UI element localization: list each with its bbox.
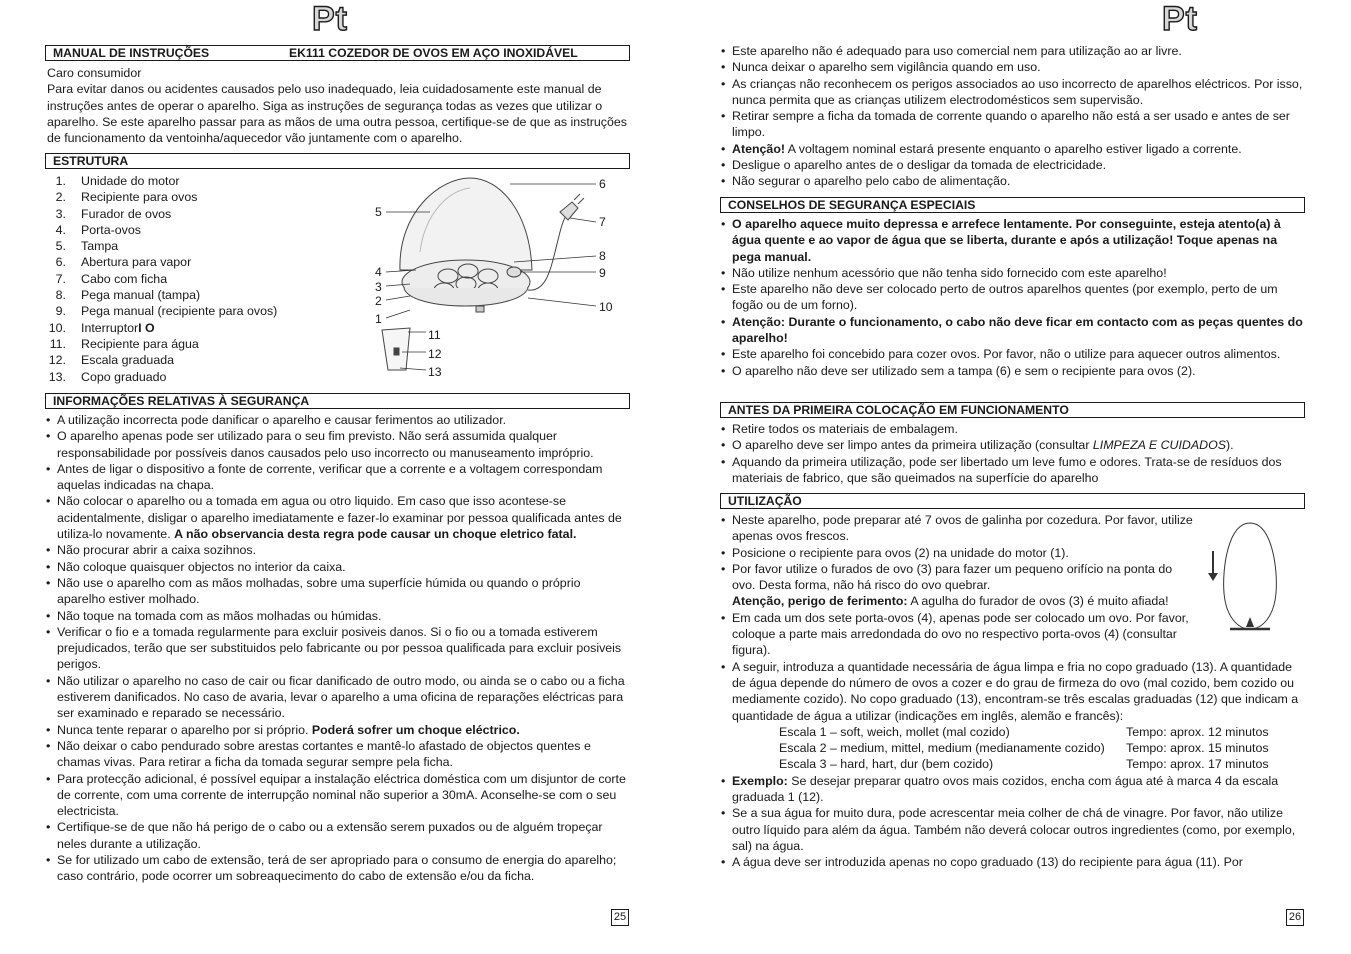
warning-text: A agulha do furador de ovos (3) é muito afiada! bbox=[907, 594, 1169, 609]
list-item bbox=[721, 281, 1306, 314]
scale-time: Tempo: aprox. 17 minutos bbox=[1126, 757, 1269, 772]
item-text: Não utilizar o aparelho no caso de cair ou ficar danificado de outro modo, ou ainda se o cabo ou a ficha estiverem danificados. No caso de avaria, levar o aparelho a uma oficina de reparações eléctricas para ser examinado e reparado se necessário. bbox=[57, 673, 625, 721]
list-item bbox=[45, 287, 345, 303]
section-title: ESTRUTURA bbox=[53, 154, 129, 168]
list-item bbox=[721, 659, 1306, 773]
section-header-first-use bbox=[720, 402, 1305, 418]
list-item bbox=[721, 512, 1194, 545]
list-item bbox=[46, 428, 630, 461]
list-item bbox=[721, 854, 1306, 870]
manual-header bbox=[45, 45, 630, 61]
item-text-tail: ). bbox=[1226, 438, 1234, 453]
first-use-list bbox=[721, 421, 1306, 486]
list-item bbox=[721, 346, 1306, 362]
diagram-label-13: 13 bbox=[428, 365, 442, 379]
list-item bbox=[45, 336, 345, 352]
item-text: A utilização incorrecta pode danificar o aparelho e causar ferimentos ao utilizador. bbox=[57, 413, 507, 427]
item-number: 6. bbox=[55, 255, 66, 270]
list-item bbox=[45, 369, 345, 385]
list-item bbox=[721, 773, 1306, 806]
item-text: Por favor utilize o furados de ovo (3) para fazer um pequeno orifício na ponta do ovo. Desta forma, não há risco do ovo quebrar. bbox=[732, 561, 1173, 593]
intro-text: Para evitar danos ou acidentes causados pelo uso inadequado, leia cuidadosamente este manual de instruções antes de operar o aparelho. Siga as instruções de segurança todas as vezes que utilizar o aparelho. Se este aparelho passar para as mãos de uma outra pessoa, certifique-se de que as instruções de funcionamento da ventoinha/aquecedor vão juntamente com o aparelho. bbox=[47, 82, 627, 146]
item-number: 1. bbox=[55, 174, 66, 188]
item-text: Não use o aparelho com as mãos molhadas, sobre uma superfície húmida ou quando o próprio aparelho estiver molhado. bbox=[57, 575, 581, 607]
item-text: Neste aparelho, pode preparar até 7 ovos de galinha por cozedura. Por favor, utilize apenas ovos frescos. bbox=[732, 513, 1193, 544]
list-item bbox=[721, 421, 1306, 437]
list-item bbox=[45, 271, 345, 287]
list-item bbox=[46, 542, 630, 558]
item-text: O aparelho deve ser limpo antes da primeira utilização (consultar bbox=[732, 438, 1093, 453]
item-text: Não deixar o cabo pendurado sobre arestas cortantes e mantê-lo afastado de objectos quentes e chamas vivas. Para retirar a ficha da tomada segurar sempre pela ficha. bbox=[57, 738, 591, 770]
list-item bbox=[721, 363, 1306, 379]
item-number: 10. bbox=[48, 320, 66, 335]
scale-row bbox=[779, 756, 1306, 772]
section-header-special bbox=[720, 197, 1305, 213]
list-item bbox=[721, 108, 1306, 141]
list-item bbox=[46, 722, 630, 738]
list-item bbox=[721, 59, 1306, 75]
page-number: 26 bbox=[1286, 909, 1304, 926]
list-item bbox=[721, 314, 1306, 347]
item-label: Abertura para vapor bbox=[81, 255, 192, 270]
section-header-usage bbox=[720, 493, 1305, 509]
list-item bbox=[721, 265, 1306, 281]
diagram-label-9: 9 bbox=[599, 266, 606, 280]
list-item bbox=[46, 559, 630, 575]
list-item bbox=[45, 352, 345, 368]
diagram-label-12: 12 bbox=[428, 347, 442, 361]
section-title: CONSELHOS DE SEGURANÇA ESPECIAIS bbox=[728, 198, 976, 212]
item-text-bold: O aparelho aquece muito depressa e arrefece lentamente. Por conseguinte, esteja atento(a) à água quente e ao vapor de água que se liberta, durante e após a utilização! Toque apenas na pega manual. bbox=[732, 217, 1281, 264]
list-item bbox=[46, 624, 630, 673]
list-item bbox=[45, 222, 345, 238]
item-text: Retire todos os materiais de embalagem. bbox=[732, 422, 958, 436]
item-text: Não toque na tomada com as mãos molhadas ou húmidas. bbox=[57, 608, 382, 623]
item-text: Não procurar abrir a caixa sozihnos. bbox=[57, 543, 257, 558]
diagram-label-3: 3 bbox=[375, 280, 382, 294]
list-item bbox=[721, 76, 1306, 109]
item-label: Copo graduado bbox=[81, 369, 167, 384]
list-item bbox=[45, 173, 345, 189]
safety-list bbox=[46, 412, 630, 885]
list-item bbox=[45, 303, 345, 319]
item-text: Posicione o recipiente para ovos (2) na unidade do motor (1). bbox=[732, 545, 1069, 560]
list-item bbox=[721, 561, 1194, 610]
item-number: 11. bbox=[49, 336, 66, 351]
item-text: O aparelho apenas pode ser utilizado para o seu fim previsto. Não será assumida qualquer responsabilidade por possíveis danos causados pelo uso incorrecto ou manuseamento impróprio. bbox=[57, 429, 594, 460]
item-text: Este aparelho não é adequado para uso comercial nem para utilização ao ar livre. bbox=[732, 44, 1182, 58]
item-text: As crianças não reconhecem os perigos associados ao uso incorrecto de aparelhos eléctricos. Por isso, nunca permita que as crianças utilizem electrodomésticos sem supervisão. bbox=[732, 76, 1303, 107]
list-item bbox=[46, 852, 630, 885]
language-heading: Pt bbox=[312, 0, 348, 38]
item-label: Recipiente para água bbox=[81, 336, 199, 351]
list-item bbox=[721, 173, 1306, 189]
item-text: A seguir, introduza a quantidade necessária de água limpa e fria no copo graduado (13). A quantidade de água depende do número de ovos a cozer e do grau de firmeza do ovo (mal cozido, bem cozido ou mediamente cozido). No copo graduado (13), encontram-se três escalas graduadas (12) que indicam a quantidade de água a utilizar (indicações em inglês, alemão e francês): bbox=[732, 659, 1299, 723]
diagram-label-4: 4 bbox=[375, 265, 382, 279]
list-item bbox=[45, 238, 345, 254]
list-item bbox=[721, 437, 1306, 453]
diagram-label-11: 11 bbox=[428, 328, 441, 342]
list-item bbox=[721, 43, 1306, 59]
scale-name: Escala 3 – hard, hart, dur (bem cozido) bbox=[779, 757, 994, 772]
scale-name: Escala 2 – medium, mittel, medium (medianamente cozido) bbox=[779, 741, 1105, 756]
item-number: 3. bbox=[55, 206, 66, 221]
egg-cooker-diagram bbox=[370, 172, 630, 382]
item-text: Este aparelho foi concebido para cozer ovos. Por favor, não o utilize para aquecer outros alimentos. bbox=[732, 347, 1281, 362]
diagram-label-5: 5 bbox=[375, 205, 382, 219]
warning-label: Atenção, perigo de ferimento: bbox=[732, 594, 908, 609]
item-number: 4. bbox=[55, 222, 66, 237]
diagram-label-8: 8 bbox=[599, 249, 606, 263]
model-title: EK111 COZEDOR DE OVOS EM AÇO INOXIDÁVEL bbox=[289, 46, 578, 60]
item-label: Cabo com ficha bbox=[81, 271, 168, 286]
item-text: Se desejar preparar quatro ovos mais cozidos, encha com água até à marca 4 da escala graduada 1 (12). bbox=[732, 773, 1279, 805]
item-label: Interruptor bbox=[81, 320, 139, 335]
item-number: 7. bbox=[55, 271, 66, 286]
item-text: Certifique-se de que não há perigo de o cabo ou a extensão serem puxados ou de alguém tropeçar neles durante a utilização. bbox=[57, 820, 603, 851]
item-text: A voltagem nominal estará presente enquanto o aparelho estiver ligado a corrente. bbox=[785, 141, 1242, 156]
list-item bbox=[721, 610, 1194, 659]
scale-row bbox=[779, 740, 1306, 756]
item-text: Antes de ligar o dispositivo a fonte de corrente, verificar que a corrente e a voltagem correspondam aquelas indicadas na chapa. bbox=[57, 461, 603, 493]
item-text: O aparelho não deve ser utilizado sem a tampa (6) e sem o recipiente para ovos (2). bbox=[732, 363, 1196, 378]
list-item bbox=[721, 216, 1306, 265]
list-item bbox=[45, 320, 345, 336]
item-text: Em cada um dos sete porta-ovos (4), apenas pode ser colocado um ovo. Por favor, coloque a parte mais arredondada do ovo no respectivo porta-ovos (4) (consultar figura). bbox=[732, 610, 1189, 658]
parts-list bbox=[45, 173, 345, 385]
intro-section bbox=[47, 65, 627, 146]
item-text-bold: Poderá sofrer um choque eléctrico. bbox=[311, 722, 520, 737]
scale-time: Tempo: aprox. 15 minutos bbox=[1126, 741, 1269, 756]
item-text: Aquando da primeira utilização, pode ser libertado um leve fumo e odores. Trata-se de resíduos dos materiais de fabrico, que são queimados na superfície do aparelho bbox=[732, 454, 1282, 485]
list-item bbox=[46, 412, 630, 428]
item-text: Verificar o fio e a tomada regularmente para excluir posiveis danos. Si o fio ou a tomada estiverem prejudicados, terão que ser substituidos pelo fabricante ou por pessoa qualificada para excluir posiveis perigos. bbox=[57, 624, 622, 672]
example-label: Exemplo: bbox=[732, 773, 788, 788]
item-label: Unidade do motor bbox=[81, 174, 180, 188]
list-item bbox=[46, 738, 630, 771]
item-text-bold: A não observancia desta regra pode causar un choque eletrico fatal. bbox=[174, 527, 577, 542]
item-label: Furador de ovos bbox=[81, 206, 172, 221]
item-label-bold: Atenção! bbox=[732, 141, 786, 156]
item-label: Pega manual (recipiente para ovos) bbox=[81, 304, 278, 319]
left-page bbox=[0, 0, 675, 954]
item-number: 13. bbox=[48, 369, 66, 384]
item-label: Escala graduada bbox=[81, 353, 174, 368]
item-text: Não segurar o aparelho pelo cabo de alimentação. bbox=[732, 174, 1011, 189]
item-label: Pega manual (tampa) bbox=[81, 288, 201, 303]
list-item bbox=[721, 805, 1306, 854]
item-label-bold: I O bbox=[138, 320, 155, 335]
right-page bbox=[676, 0, 1351, 954]
item-number: 5. bbox=[55, 239, 66, 254]
diagram-label-7: 7 bbox=[599, 215, 606, 229]
list-item bbox=[46, 608, 630, 624]
list-item bbox=[46, 575, 630, 608]
item-label: Recipiente para ovos bbox=[81, 190, 198, 205]
item-number: 9. bbox=[55, 304, 66, 319]
item-number: 8. bbox=[55, 288, 66, 303]
list-item bbox=[46, 493, 630, 542]
item-text: Nunca tente reparar o aparelho por si próprio. bbox=[57, 722, 312, 737]
list-item bbox=[46, 819, 630, 852]
language-heading: Pt bbox=[1162, 0, 1198, 38]
diagram-label-10: 10 bbox=[599, 300, 613, 314]
section-title: INFORMAÇÕES RELATIVAS À SEGURANÇA bbox=[53, 394, 310, 408]
item-text: Não colocar o aparelho ou a tomada em agua ou otro liquido. Em caso que isso acontese-se acidentalmente, disligar o aparelho imediatamente e fazer-lo examinar por pessoa qualificada antes de utiliza-lo novamente. bbox=[57, 494, 622, 542]
scale-table bbox=[732, 724, 1306, 773]
item-text: A água deve ser introduzida apenas no copo graduado (13) do recipiente para água (11). Por bbox=[732, 855, 1243, 870]
item-text: Este aparelho não deve ser colocado perto de outros aparelhos quentes (por exemplo, perto de um fogão ou de um forno). bbox=[732, 282, 1278, 313]
item-text-bold: Atenção: Durante o funcionamento, o cabo não deve ficar em contacto com as peças quentes do aparelho! bbox=[732, 314, 1303, 346]
list-item bbox=[45, 206, 345, 222]
item-text: Para protecção adicional, é possível equipar a instalação eléctrica doméstica com um disjuntor de corte de corrente, com uma corrente de interrupção nominal não superior a 30mA. Aconselhe-se com o seu electricista. bbox=[57, 771, 626, 819]
egg-figure bbox=[1204, 517, 1304, 643]
item-text-italic: LIMPEZA E CUIDADOS bbox=[1092, 438, 1226, 453]
section-title: ANTES DA PRIMEIRA COLOCAÇÃO EM FUNCIONAMENTO bbox=[728, 403, 1069, 417]
item-number: 12. bbox=[48, 353, 66, 368]
general-safety-list bbox=[721, 43, 1306, 190]
scale-name: Escala 1 – soft, weich, mollet (mal cozido) bbox=[779, 724, 1010, 739]
scale-time: Tempo: aprox. 12 minutos bbox=[1126, 724, 1269, 739]
greeting: Caro consumidor bbox=[47, 66, 142, 80]
manual-title: MANUAL DE INSTRUÇÕES bbox=[53, 46, 210, 60]
item-label: Tampa bbox=[81, 239, 119, 254]
section-header-structure bbox=[45, 153, 630, 169]
list-item bbox=[46, 461, 630, 494]
list-item bbox=[45, 189, 345, 205]
special-safety-list bbox=[721, 216, 1306, 379]
item-text: Se for utilizado um cabo de extensão, terá de ser apropriado para o consumo de energia do aparelho; caso contrário, pode ocorrer um sobreaquecimento do cabo de extensão e/ou da ficha. bbox=[57, 853, 617, 884]
scale-row bbox=[779, 724, 1306, 740]
item-text: Não utilize nenhum acessório que não tenha sido fornecido com este aparelho! bbox=[732, 265, 1167, 280]
list-item bbox=[721, 454, 1306, 487]
item-text: Se a sua água for muito dura, pode acrescentar meia colher de chá de vinagre. Por favor, não utilize outro líquido para além da água. Também não deverá colocar outros ingredientes (como, por exemplo, sal) na água. bbox=[732, 806, 1296, 853]
item-text: Nunca deixar o aparelho sem vigilância quando em uso. bbox=[732, 60, 1041, 75]
diagram-label-1: 1 bbox=[375, 312, 382, 326]
diagram-label-2: 2 bbox=[375, 294, 382, 308]
section-title: UTILIZAÇÃO bbox=[728, 494, 802, 508]
item-label: Porta-ovos bbox=[81, 222, 141, 237]
page-number: 25 bbox=[611, 909, 629, 926]
section-header-safety bbox=[45, 393, 630, 409]
list-item bbox=[721, 157, 1306, 173]
list-item bbox=[46, 673, 630, 722]
item-text: Retirar sempre a ficha da tomada de corrente quando o aparelho não está a ser usado e antes de ser limpo. bbox=[732, 109, 1290, 140]
item-text: Não coloque quaisquer objectos no interior da caixa. bbox=[57, 559, 346, 574]
list-item bbox=[721, 141, 1306, 157]
list-item bbox=[46, 771, 630, 820]
list-item bbox=[45, 254, 345, 270]
diagram-label-6: 6 bbox=[599, 177, 606, 191]
item-number: 2. bbox=[55, 190, 66, 205]
item-text: Desligue o aparelho antes de o desligar da tomada de electricidade. bbox=[732, 158, 1107, 173]
list-item bbox=[721, 545, 1194, 561]
